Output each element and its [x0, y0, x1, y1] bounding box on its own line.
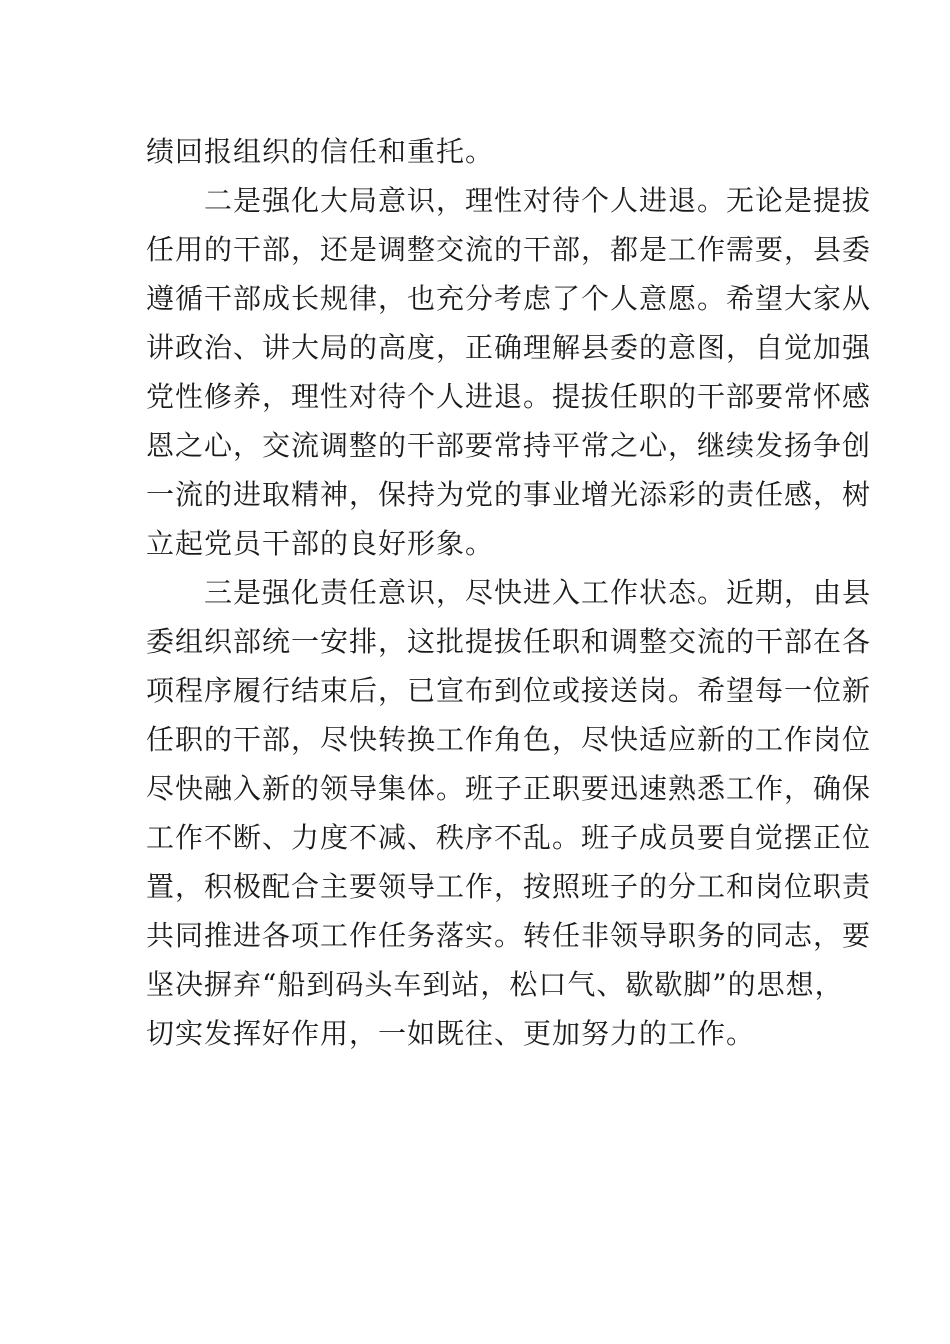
text-line: 项程序履行结束后，已宣布到位或接送岗。希望每一位新	[146, 674, 872, 707]
text-line: 尽快融入新的领导集体。班子正职要迅速熟悉工作，确保	[146, 772, 872, 805]
text-line: 切实发挥好作用，一如既往、更加努力的工作。	[146, 1017, 756, 1050]
text-line: 委组织部统一安排，这批提拔任职和调整交流的干部在各	[146, 625, 872, 658]
text-line: 坚决摒弃“船到码头车到站，松口气、歇歇脚”的思想，	[146, 968, 844, 1001]
paragraph-3	[146, 568, 872, 1058]
text-line: 任职的干部，尽快转换工作角色，尽快适应新的工作岗位	[146, 723, 872, 756]
text-line: 三是强化责任意识，尽快进入工作状态。近期，由县	[146, 576, 872, 609]
text-line: 置，积极配合主要领导工作，按照班子的分工和岗位职责	[146, 870, 872, 903]
text-line: 一流的进取精神，保持为党的事业增光添彩的责任感，树	[146, 478, 872, 511]
text-line: 立起党员干部的良好形象。	[146, 527, 495, 560]
text-line: 遵循干部成长规律，也充分考虑了个人意愿。希望大家从	[146, 282, 872, 315]
text-line: 任用的干部，还是调整交流的干部，都是工作需要，县委	[146, 233, 872, 266]
paragraph-2	[146, 176, 872, 568]
text-line: 党性修养，理性对待个人进退。提拔任职的干部要常怀感	[146, 380, 872, 413]
text-line: 讲政治、讲大局的高度，正确理解县委的意图，自觉加强	[146, 331, 872, 364]
text-line: 共同推进各项工作任务落实。转任非领导职务的同志，要	[146, 919, 872, 952]
paragraph-1	[146, 127, 808, 176]
document-body	[146, 127, 872, 1058]
text-line: 绩回报组织的信任和重托。	[146, 135, 495, 168]
text-line: 二是强化大局意识，理性对待个人进退。无论是提拔	[146, 184, 872, 217]
text-line: 恩之心，交流调整的干部要常持平常之心，继续发扬争创	[146, 429, 872, 462]
text-line: 工作不断、力度不减、秩序不乱。班子成员要自觉摆正位	[146, 821, 872, 854]
